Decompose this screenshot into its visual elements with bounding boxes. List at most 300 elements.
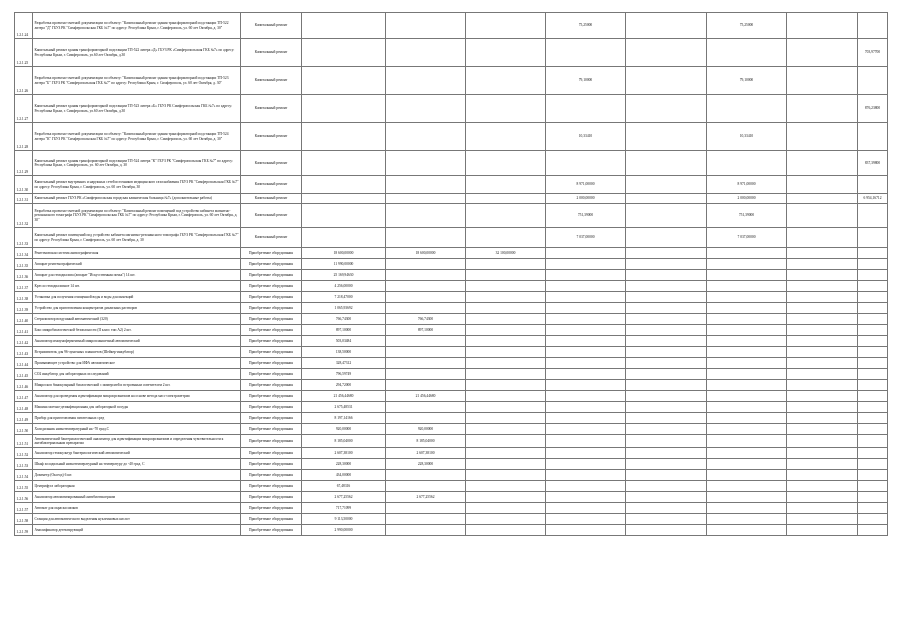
row-description: Анализатор автоматизированный антибиотикограмм bbox=[33, 492, 241, 503]
amount-cell: 10,33410 bbox=[546, 123, 626, 151]
row-description: Шкаф холодильный низкотемпературный на температуру до -40 град. С bbox=[33, 459, 241, 470]
amount-cell bbox=[466, 123, 546, 151]
amount-cell bbox=[787, 292, 858, 303]
table-row bbox=[15, 402, 888, 413]
row-number: 1.2.1.38 bbox=[15, 292, 33, 303]
amount-cell bbox=[787, 503, 858, 514]
row-number: 1.2.1.36 bbox=[15, 270, 33, 281]
row-number: 1.2.1.33 bbox=[15, 228, 33, 248]
amount-cell bbox=[858, 270, 888, 281]
amount-cell bbox=[386, 303, 466, 314]
amount-cell bbox=[466, 525, 546, 536]
amount-cell bbox=[858, 314, 888, 325]
amount-cell bbox=[466, 492, 546, 503]
row-description: Бокс микробиологической безопасности (II класс тип А2) 2 шт. bbox=[33, 325, 241, 336]
amount-cell: 18 600,00000 bbox=[302, 248, 386, 259]
amount-cell bbox=[858, 259, 888, 270]
row-description: Разработка проектно-сметной документации по объекту: "Капитальный ремонт помещений под устройство кабинета магнитно-резонансного томографа ГБУЗ РК "Симферопольская ГКБ №7" по адресу: Республика Крым, г. Симферополь, ул. 60 лет Октября, д. 30" bbox=[33, 204, 241, 228]
amount-cell bbox=[626, 292, 707, 303]
amount-cell bbox=[466, 424, 546, 435]
amount-cell bbox=[466, 514, 546, 525]
amount-cell bbox=[858, 336, 888, 347]
amount-cell bbox=[466, 303, 546, 314]
row-description: Капитальный ремонт здания трансформаторной подстанции ТП-522 литера «Д» ГБУЗ РК «Симферопольская ГКБ №7» по адресу: Республика Крым, г. Симферополь, ул.60 лет Октября, д.30 bbox=[33, 39, 241, 67]
amount-cell bbox=[858, 358, 888, 369]
row-work-type: Капитальный ремонт bbox=[241, 13, 302, 39]
amount-cell bbox=[466, 281, 546, 292]
table-row bbox=[15, 380, 888, 391]
amount-cell bbox=[466, 470, 546, 481]
table-row bbox=[15, 123, 888, 151]
row-description: Амплификатор детектирующий bbox=[33, 525, 241, 536]
amount-cell: 25 169,94630 bbox=[302, 270, 386, 281]
row-work-type: Приобретение оборудования bbox=[241, 281, 302, 292]
amount-cell: 32 100,00000 bbox=[466, 248, 546, 259]
row-work-type: Приобретение оборудования bbox=[241, 459, 302, 470]
row-description: Анализатор для проведения идентификации микроорганизмов на основе метода масс-спектрометрии bbox=[33, 391, 241, 402]
table-row bbox=[15, 492, 888, 503]
table-row bbox=[15, 204, 888, 228]
row-number: 1.2.1.42 bbox=[15, 336, 33, 347]
amount-cell bbox=[626, 347, 707, 358]
amount-cell bbox=[626, 259, 707, 270]
amount-cell bbox=[787, 514, 858, 525]
amount-cell: 79,10000 bbox=[707, 67, 787, 95]
amount-cell bbox=[787, 176, 858, 194]
amount-cell bbox=[386, 13, 466, 39]
row-number: 1.2.1.59 bbox=[15, 525, 33, 536]
amount-cell: 897,10000 bbox=[302, 325, 386, 336]
amount-cell: 1 065,93692 bbox=[302, 303, 386, 314]
amount-cell bbox=[787, 424, 858, 435]
amount-cell bbox=[707, 358, 787, 369]
amount-cell bbox=[302, 151, 386, 176]
amount-cell bbox=[386, 176, 466, 194]
amount-cell bbox=[787, 347, 858, 358]
amount-cell bbox=[466, 13, 546, 39]
row-number: 1.2.1.49 bbox=[15, 413, 33, 424]
row-work-type: Приобретение оборудования bbox=[241, 514, 302, 525]
amount-cell bbox=[386, 481, 466, 492]
amount-cell bbox=[546, 292, 626, 303]
amount-cell bbox=[626, 95, 707, 123]
table-body bbox=[15, 13, 888, 536]
row-work-type: Приобретение оборудования bbox=[241, 424, 302, 435]
row-work-type: Приобретение оборудования bbox=[241, 470, 302, 481]
amount-cell: 21 456,44680 bbox=[386, 391, 466, 402]
amount-cell bbox=[707, 525, 787, 536]
amount-cell bbox=[626, 39, 707, 67]
amount-cell bbox=[787, 303, 858, 314]
table-row bbox=[15, 228, 888, 248]
amount-cell: 434,00000 bbox=[302, 470, 386, 481]
row-number: 1.2.1.34 bbox=[15, 248, 33, 259]
amount-cell: 7 037,00000 bbox=[707, 228, 787, 248]
row-number: 1.2.1.53 bbox=[15, 459, 33, 470]
amount-cell bbox=[546, 459, 626, 470]
row-number: 1.2.1.26 bbox=[15, 67, 33, 95]
amount-cell bbox=[302, 123, 386, 151]
amount-cell bbox=[546, 413, 626, 424]
amount-cell bbox=[707, 503, 787, 514]
amount-cell bbox=[707, 336, 787, 347]
table-row bbox=[15, 448, 888, 459]
amount-cell bbox=[466, 448, 546, 459]
amount-cell bbox=[858, 470, 888, 481]
amount-cell bbox=[707, 270, 787, 281]
amount-cell bbox=[466, 325, 546, 336]
amount-cell bbox=[707, 514, 787, 525]
row-number: 1.2.1.44 bbox=[15, 358, 33, 369]
amount-cell bbox=[626, 13, 707, 39]
amount-cell bbox=[386, 402, 466, 413]
amount-cell bbox=[626, 492, 707, 503]
amount-cell bbox=[787, 358, 858, 369]
row-description: Анализатор иммуноферментный микропланшетный автоматический bbox=[33, 336, 241, 347]
amount-cell bbox=[707, 470, 787, 481]
amount-cell bbox=[466, 369, 546, 380]
amount-cell bbox=[386, 39, 466, 67]
row-description: Разработка проектно-сметной документации по объекту: "Капитальный ремонт здания трансформаторной подстанции ТП-524 литера "К" ГБУЗ РК "Симферопольская ГКБ №7" по адресу: Республика Крым, г. Симферополь, ул. 60 лет Октября, д. 30" bbox=[33, 123, 241, 151]
amount-cell bbox=[787, 123, 858, 151]
amount-cell bbox=[626, 303, 707, 314]
amount-cell bbox=[546, 259, 626, 270]
amount-cell bbox=[707, 459, 787, 470]
table-row bbox=[15, 292, 888, 303]
amount-cell bbox=[466, 459, 546, 470]
row-number: 1.2.1.25 bbox=[15, 39, 33, 67]
amount-cell bbox=[302, 204, 386, 228]
amount-cell bbox=[707, 347, 787, 358]
amount-cell bbox=[302, 95, 386, 123]
row-description: Аппарат для гемодиализа (аппарат "Искусственная почка") 14 шт. bbox=[33, 270, 241, 281]
amount-cell: 920,00000 bbox=[302, 424, 386, 435]
row-work-type: Приобретение оборудования bbox=[241, 270, 302, 281]
amount-cell bbox=[787, 413, 858, 424]
amount-cell bbox=[858, 402, 888, 413]
amount-cell: 2 677,25562 bbox=[302, 492, 386, 503]
amount-cell bbox=[546, 151, 626, 176]
amount-cell bbox=[858, 413, 888, 424]
amount-cell: 2 990,00000 bbox=[302, 525, 386, 536]
amount-cell bbox=[787, 336, 858, 347]
amount-cell: 503,03484 bbox=[302, 336, 386, 347]
amount-cell bbox=[466, 314, 546, 325]
amount-cell bbox=[858, 424, 888, 435]
amount-cell bbox=[707, 39, 787, 67]
table-row bbox=[15, 325, 888, 336]
row-number: 1.2.1.46 bbox=[15, 380, 33, 391]
table-row bbox=[15, 470, 888, 481]
amount-cell bbox=[858, 492, 888, 503]
amount-cell: 228,30000 bbox=[302, 459, 386, 470]
table-row bbox=[15, 194, 888, 204]
row-work-type: Приобретение оборудования bbox=[241, 347, 302, 358]
row-description: Разработка проектно-сметной документации по объекту: "Капитальный ремонт здания трансформаторной подстанции ТП-522 литера "Д" ГБУЗ РК "Симферопольская ГКБ №7" по адресу: Республика Крым, г. Симферополь, ул. 60 лет Октября, д. 30" bbox=[33, 13, 241, 39]
row-description: СО2 инкубатор для лабораторных исследований bbox=[33, 369, 241, 380]
row-description: Прибор для приготовления питательных сред bbox=[33, 413, 241, 424]
table-row bbox=[15, 303, 888, 314]
amount-cell bbox=[858, 391, 888, 402]
row-work-type: Приобретение оборудования bbox=[241, 358, 302, 369]
row-work-type: Капитальный ремонт bbox=[241, 228, 302, 248]
amount-cell: 67,48316 bbox=[302, 481, 386, 492]
row-description: Капитальный ремонт здания трансформаторной подстанции ТП-524 литера "К" ГБУЗ РК "Симферопольская ГКБ №7" по адресу: Республика Крым, г. Симферополь, ул. 60 лет Октября, д. 30 bbox=[33, 151, 241, 176]
amount-cell bbox=[386, 292, 466, 303]
amount-cell bbox=[466, 270, 546, 281]
row-description: Капитальный ремонт ГБУЗ РК «Симферопольская городская клиническая больница №7» (дополнительные работы) bbox=[33, 194, 241, 204]
budget-table bbox=[14, 12, 888, 536]
row-number: 1.2.1.52 bbox=[15, 448, 33, 459]
amount-cell bbox=[858, 459, 888, 470]
row-number: 1.2.1.30 bbox=[15, 176, 33, 194]
amount-cell bbox=[546, 391, 626, 402]
amount-cell bbox=[466, 347, 546, 358]
row-work-type: Приобретение оборудования bbox=[241, 481, 302, 492]
row-number: 1.2.1.35 bbox=[15, 259, 33, 270]
amount-cell: 328,47312 bbox=[302, 358, 386, 369]
amount-cell bbox=[787, 492, 858, 503]
amount-cell bbox=[858, 67, 888, 95]
row-number: 1.2.1.50 bbox=[15, 424, 33, 435]
amount-cell bbox=[626, 67, 707, 95]
amount-cell bbox=[386, 514, 466, 525]
amount-cell bbox=[707, 481, 787, 492]
row-number: 1.2.1.37 bbox=[15, 281, 33, 292]
amount-cell bbox=[466, 292, 546, 303]
table-row bbox=[15, 435, 888, 448]
table-row bbox=[15, 481, 888, 492]
amount-cell bbox=[787, 325, 858, 336]
amount-cell bbox=[466, 380, 546, 391]
amount-cell bbox=[302, 176, 386, 194]
row-description: Автоматический бактериологический анализатор для идентификации микроорганизмов и определения чувствительности к антибактериальным препаратам bbox=[33, 435, 241, 448]
amount-cell bbox=[626, 123, 707, 151]
row-number: 1.2.1.28 bbox=[15, 123, 33, 151]
row-work-type: Приобретение оборудования bbox=[241, 503, 302, 514]
amount-cell bbox=[858, 325, 888, 336]
amount-cell bbox=[546, 514, 626, 525]
amount-cell bbox=[858, 503, 888, 514]
row-number: 1.2.1.54 bbox=[15, 470, 33, 481]
amount-cell bbox=[858, 204, 888, 228]
amount-cell bbox=[546, 470, 626, 481]
amount-cell bbox=[787, 281, 858, 292]
amount-cell bbox=[858, 228, 888, 248]
row-description: Анализатор гемокультур бактериологический автоматический bbox=[33, 448, 241, 459]
amount-cell: 2 000,00000 bbox=[546, 194, 626, 204]
row-description: Кресло гемодиализное 14 шт. bbox=[33, 281, 241, 292]
amount-cell bbox=[787, 194, 858, 204]
amount-cell bbox=[546, 347, 626, 358]
amount-cell bbox=[546, 358, 626, 369]
row-description: Рентгеновская система ангиографическая bbox=[33, 248, 241, 259]
amount-cell: 8 185,04000 bbox=[302, 435, 386, 448]
amount-cell bbox=[858, 281, 888, 292]
amount-cell: 876,23800 bbox=[858, 95, 888, 123]
row-work-type: Приобретение оборудования bbox=[241, 303, 302, 314]
amount-cell bbox=[546, 248, 626, 259]
amount-cell bbox=[707, 314, 787, 325]
row-number: 1.2.1.51 bbox=[15, 435, 33, 448]
amount-cell bbox=[546, 39, 626, 67]
amount-cell bbox=[386, 470, 466, 481]
row-description: Дозиметр (Оксеод) 6 шт. bbox=[33, 470, 241, 481]
amount-cell: 4 256,00000 bbox=[302, 281, 386, 292]
amount-cell bbox=[546, 95, 626, 123]
amount-cell: 837,39800 bbox=[858, 151, 888, 176]
table-row bbox=[15, 347, 888, 358]
amount-cell bbox=[787, 39, 858, 67]
amount-cell bbox=[626, 336, 707, 347]
table-row bbox=[15, 424, 888, 435]
row-number: 1.2.1.40 bbox=[15, 314, 33, 325]
amount-cell bbox=[386, 369, 466, 380]
amount-cell: 2 607,38100 bbox=[386, 448, 466, 459]
amount-cell bbox=[858, 525, 888, 536]
amount-cell: 79,10000 bbox=[546, 67, 626, 95]
amount-cell: 766,74300 bbox=[302, 314, 386, 325]
amount-cell bbox=[787, 369, 858, 380]
row-description: Встряхиватель для 96-луночных планшетов (Шейкер-инкубатор) bbox=[33, 347, 241, 358]
amount-cell bbox=[787, 95, 858, 123]
amount-cell bbox=[466, 503, 546, 514]
table-row bbox=[15, 95, 888, 123]
amount-cell: 8 197,14166 bbox=[302, 413, 386, 424]
amount-cell: 920,00000 bbox=[386, 424, 466, 435]
amount-cell bbox=[707, 281, 787, 292]
amount-cell bbox=[858, 369, 888, 380]
amount-cell bbox=[546, 270, 626, 281]
row-work-type: Приобретение оборудования bbox=[241, 448, 302, 459]
amount-cell: 2 675,48531 bbox=[302, 402, 386, 413]
amount-cell: 8 971,00000 bbox=[546, 176, 626, 194]
amount-cell bbox=[626, 481, 707, 492]
amount-cell: 75,25000 bbox=[707, 13, 787, 39]
amount-cell bbox=[707, 448, 787, 459]
amount-cell bbox=[302, 67, 386, 95]
amount-cell bbox=[466, 67, 546, 95]
amount-cell bbox=[787, 391, 858, 402]
row-work-type: Капитальный ремонт bbox=[241, 67, 302, 95]
table-row bbox=[15, 514, 888, 525]
row-work-type: Приобретение оборудования bbox=[241, 525, 302, 536]
amount-cell bbox=[302, 228, 386, 248]
amount-cell bbox=[386, 347, 466, 358]
table-row bbox=[15, 369, 888, 380]
amount-cell bbox=[858, 13, 888, 39]
row-work-type: Приобретение оборудования bbox=[241, 369, 302, 380]
amount-cell bbox=[546, 481, 626, 492]
amount-cell bbox=[707, 424, 787, 435]
amount-cell bbox=[626, 435, 707, 448]
row-description: Устройство для приготовления концентратов диализных растворов bbox=[33, 303, 241, 314]
table-row bbox=[15, 67, 888, 95]
amount-cell bbox=[546, 314, 626, 325]
row-work-type: Капитальный ремонт bbox=[241, 204, 302, 228]
amount-cell bbox=[787, 270, 858, 281]
row-work-type: Капитальный ремонт bbox=[241, 194, 302, 204]
amount-cell bbox=[626, 369, 707, 380]
amount-cell bbox=[787, 259, 858, 270]
table-row bbox=[15, 391, 888, 402]
row-work-type: Приобретение оборудования bbox=[241, 314, 302, 325]
table-row bbox=[15, 248, 888, 259]
row-number: 1.2.1.55 bbox=[15, 481, 33, 492]
row-work-type: Капитальный ремонт bbox=[241, 95, 302, 123]
amount-cell bbox=[466, 336, 546, 347]
amount-cell bbox=[707, 435, 787, 448]
amount-cell bbox=[386, 525, 466, 536]
amount-cell: 11 990,00000 bbox=[302, 259, 386, 270]
amount-cell bbox=[386, 270, 466, 281]
amount-cell bbox=[302, 13, 386, 39]
amount-cell bbox=[787, 228, 858, 248]
amount-cell bbox=[858, 435, 888, 448]
amount-cell: 751,39000 bbox=[546, 204, 626, 228]
table-row bbox=[15, 336, 888, 347]
amount-cell bbox=[787, 248, 858, 259]
amount-cell bbox=[707, 259, 787, 270]
amount-cell: 138,50000 bbox=[302, 347, 386, 358]
amount-cell bbox=[626, 459, 707, 470]
row-number: 1.2.1.56 bbox=[15, 492, 33, 503]
amount-cell bbox=[858, 292, 888, 303]
row-description: Автомат для окраски мазков bbox=[33, 503, 241, 514]
amount-cell bbox=[787, 402, 858, 413]
row-work-type: Капитальный ремонт bbox=[241, 123, 302, 151]
amount-cell bbox=[626, 281, 707, 292]
amount-cell bbox=[787, 67, 858, 95]
table-row bbox=[15, 314, 888, 325]
amount-cell bbox=[787, 470, 858, 481]
amount-cell: 2 000,00000 bbox=[707, 194, 787, 204]
row-description: Холодильник низкотемпературный на -70 град.С bbox=[33, 424, 241, 435]
amount-cell: 8 971,00000 bbox=[707, 176, 787, 194]
row-description: Станция для автоматического выделения нуклеиновых кислот bbox=[33, 514, 241, 525]
amount-cell bbox=[626, 413, 707, 424]
amount-cell bbox=[787, 204, 858, 228]
row-work-type: Приобретение оборудования bbox=[241, 259, 302, 270]
table-row bbox=[15, 459, 888, 470]
amount-cell: 766,74300 bbox=[386, 314, 466, 325]
row-number: 1.2.1.57 bbox=[15, 503, 33, 514]
row-description: Аппарат рентгенографический bbox=[33, 259, 241, 270]
row-work-type: Приобретение оборудования bbox=[241, 492, 302, 503]
amount-cell: 18 600,00000 bbox=[386, 248, 466, 259]
amount-cell: 897,10000 bbox=[386, 325, 466, 336]
amount-cell bbox=[546, 492, 626, 503]
amount-cell bbox=[466, 402, 546, 413]
amount-cell bbox=[707, 492, 787, 503]
amount-cell bbox=[302, 194, 386, 204]
row-number: 1.2.1.39 bbox=[15, 303, 33, 314]
row-number: 1.2.1.41 bbox=[15, 325, 33, 336]
table-row bbox=[15, 358, 888, 369]
amount-cell bbox=[858, 248, 888, 259]
row-description: Капитальный ремонт помещений под устройство кабинета магнитно-резонансного томографа ГБУЗ РК "Симферопольская ГКБ №7" по адресу: Республика Крым, г. Симферополь, ул. 60 лет Октября, д. 30 bbox=[33, 228, 241, 248]
row-description: Микроскоп бинокулярный биологический с иммерсией и встроенным осветителем 2 шт. bbox=[33, 380, 241, 391]
amount-cell bbox=[858, 481, 888, 492]
table-row bbox=[15, 176, 888, 194]
amount-cell: 294,72000 bbox=[302, 380, 386, 391]
amount-cell bbox=[858, 347, 888, 358]
row-work-type: Приобретение оборудования bbox=[241, 435, 302, 448]
row-number: 1.2.1.58 bbox=[15, 514, 33, 525]
amount-cell: 7 037,00000 bbox=[546, 228, 626, 248]
amount-cell bbox=[466, 228, 546, 248]
amount-cell bbox=[707, 325, 787, 336]
